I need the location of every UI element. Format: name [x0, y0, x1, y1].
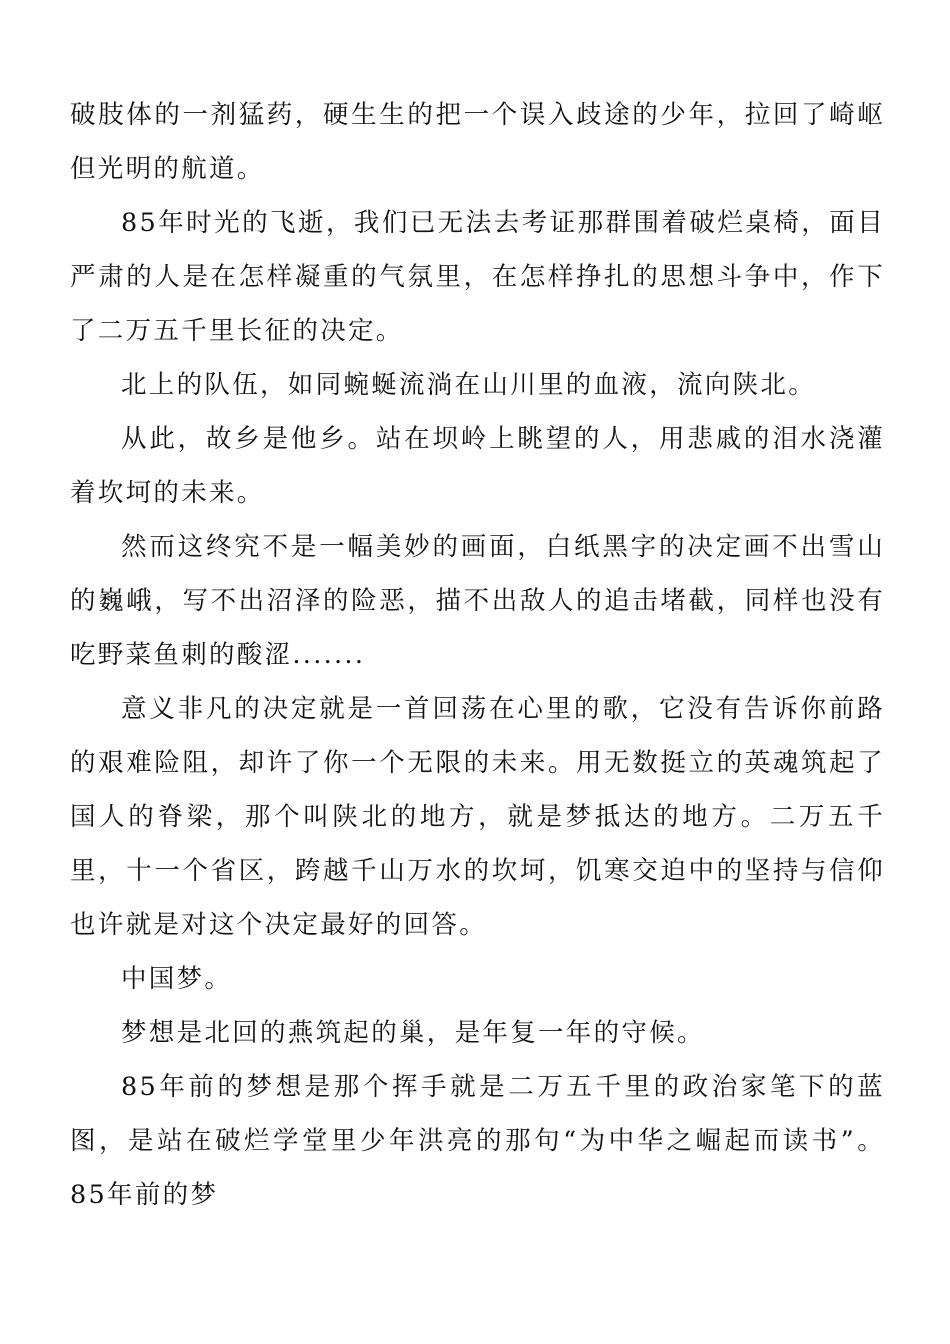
paragraph: 85年时光的飞逝，我们已无法去考证那群围着破烂桌椅，面目严肃的人是在怎样凝重的气氛里，在怎样挣扎的思想斗争中，作下了二万五千里长征的决定。	[70, 208, 885, 346]
paragraph: 北上的队伍，如同蜿蜒流淌在山川里的血液，流向陕北。	[121, 370, 817, 400]
paragraph: 梦想是北回的燕筑起的巢，是年复一年的守候。	[121, 1018, 705, 1048]
paragraph-continuation: 破肢体的一剂猛药，硬生生的把一个误入歧途的少年，拉回了崎岖但光明的航道。	[70, 100, 885, 184]
paragraph: 意义非凡的决定就是一首回荡在心里的歌，它没有告诉你前路的艰难险阻，却许了你一个无限的未来。用无数挺立的英魂筑起了国人的脊梁，那个叫陕北的地方，就是梦抵达的地方。二万五千里，十一个省区，跨越千山万水的坎坷，饥寒交迫中的坚持与信仰也许就是对这个决定最好的回答。	[70, 694, 885, 940]
paragraph-heading: 中国梦。	[121, 964, 233, 994]
paragraph: 从此，故乡是他乡。站在坝岭上眺望的人，用悲戚的泪水浇灌着坎坷的未来。	[70, 424, 885, 508]
document-body	[70, 88, 885, 1222]
paragraph: 85年前的梦想是那个挥手就是二万五千里的政治家笔下的蓝图，是站在破烂学堂里少年洪亮的那句“为中华之崛起而读书”。85年前的梦	[70, 1072, 885, 1210]
paragraph: 然而这终究不是一幅美妙的画面，白纸黑字的决定画不出雪山的巍峨，写不出沼泽的险恶，描不出敌人的追击堵截，同样也没有吃野菜鱼刺的酸涩.......	[70, 532, 885, 670]
